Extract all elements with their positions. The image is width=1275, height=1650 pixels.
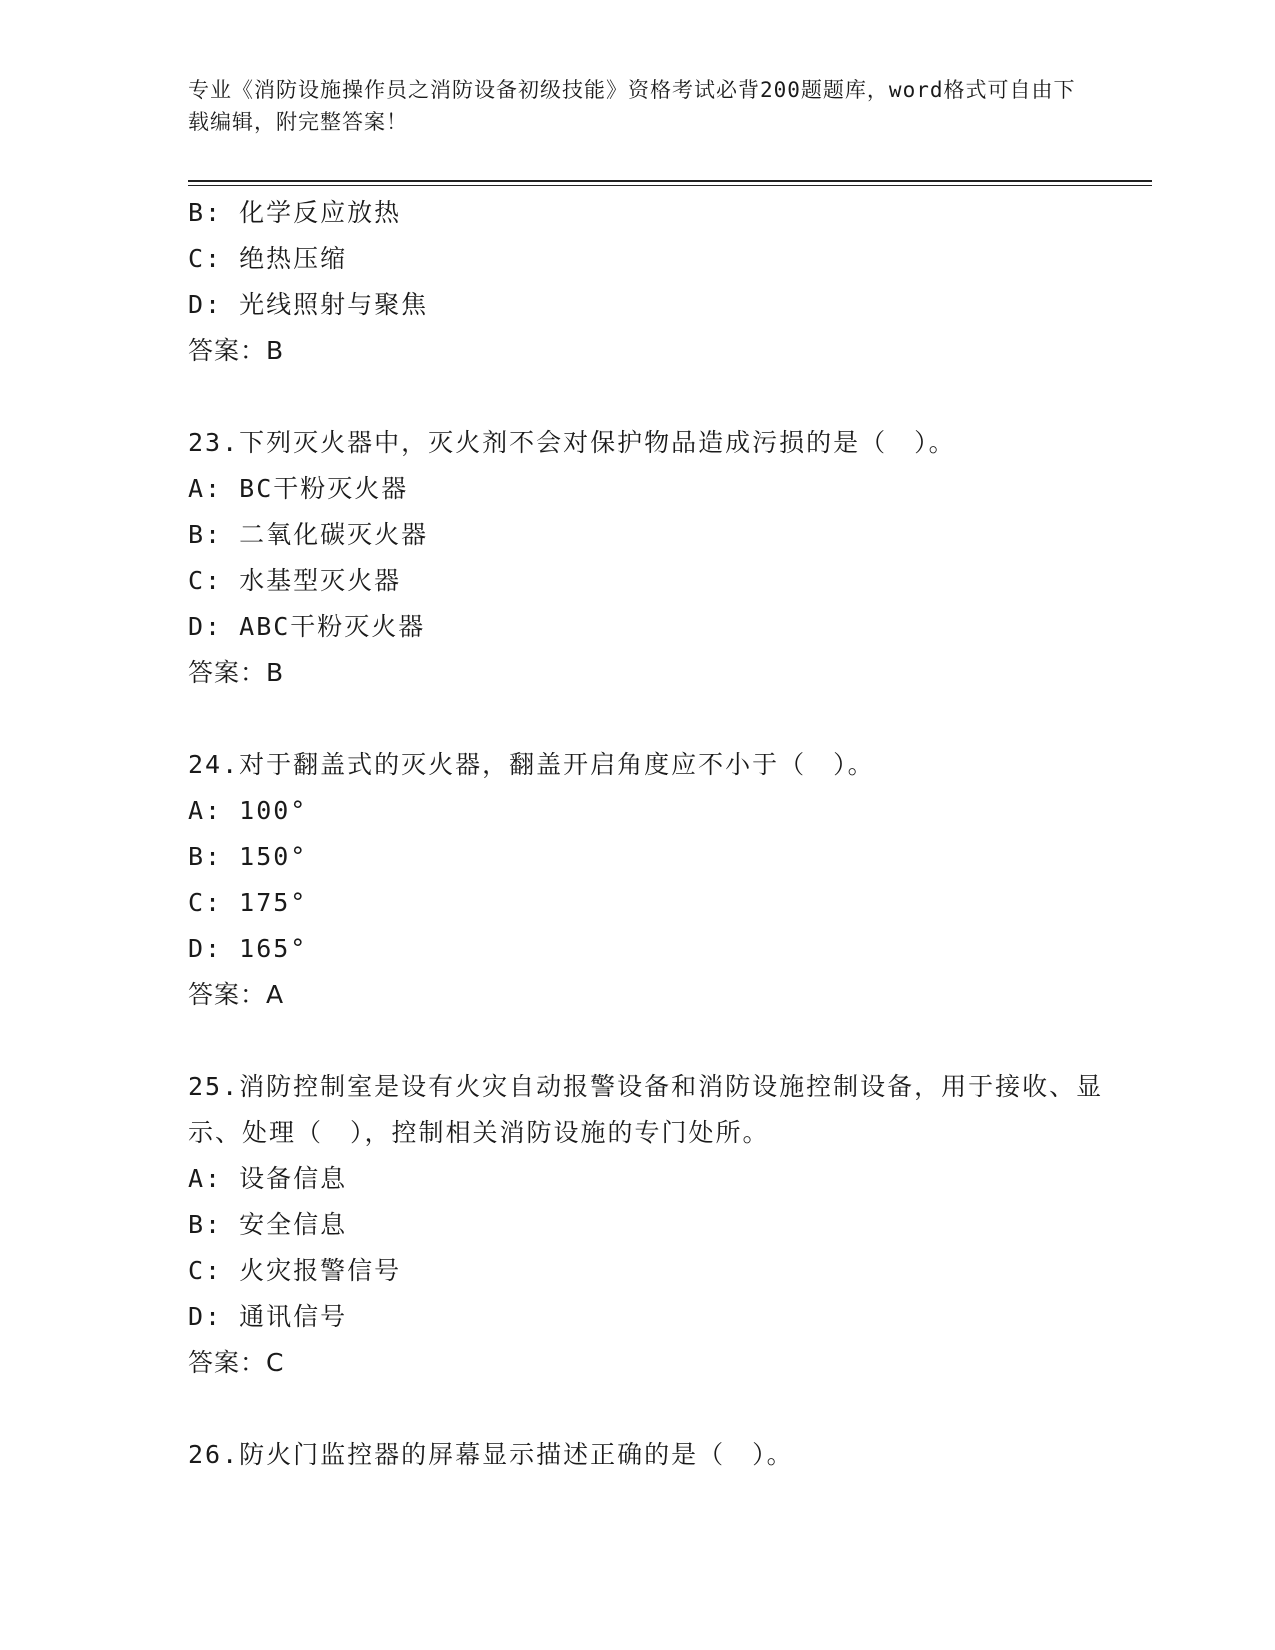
header-divider-thick [188,180,1152,182]
question-22 [188,190,1152,374]
document-header: 专业《消防设施操作员之消防设备初级技能》资格考试必背200题题库，word格式可自由下载编辑，附完整答案！ [188,78,1076,134]
question-26 [188,1432,1152,1478]
option-b: B: 150° [188,842,308,871]
option-d: D: 光线照射与聚焦 [188,290,429,319]
option-a: A: 100° [188,796,308,825]
question-stem: 23.下列灭火器中，灭火剂不会对保护物品造成污损的是（ ）。 [188,428,956,457]
option-d: D: 通讯信号 [188,1302,348,1331]
option-d: D: 165° [188,934,308,963]
option-b: B: 安全信息 [188,1210,348,1239]
spacer [188,1386,1152,1432]
question-25 [188,1064,1152,1386]
spacer [188,696,1152,742]
question-stem: 25.消防控制室是设有火灾自动报警设备和消防设施控制设备，用于接收、显示、处理（ ），控制相关消防设施的专门处所。 [188,1072,1104,1147]
question-24 [188,742,1152,1018]
spacer [188,1018,1152,1064]
option-c: C: 绝热压缩 [188,244,348,273]
option-d: D: ABC干粉灭火器 [188,612,426,641]
option-a: A: BC干粉灭火器 [188,474,409,503]
answer: 答案：C [188,1348,285,1377]
option-b: B: 化学反应放热 [188,198,402,227]
header-divider-thin [188,185,1152,186]
question-23 [188,420,1152,696]
question-stem: 26.防火门监控器的屏幕显示描述正确的是（ ）。 [188,1440,794,1469]
question-stem: 24.对于翻盖式的灭火器，翻盖开启角度应不小于（ ）。 [188,750,875,779]
spacer [188,374,1152,420]
answer: 答案：B [188,336,285,365]
option-b: B: 二氧化碳灭火器 [188,520,429,549]
answer: 答案：B [188,658,285,687]
option-c: C: 175° [188,888,308,917]
option-c: C: 水基型灭火器 [188,566,402,595]
option-a: A: 设备信息 [188,1164,348,1193]
question-list [188,190,1152,1478]
answer: 答案：A [188,980,285,1009]
option-c: C: 火灾报警信号 [188,1256,402,1285]
